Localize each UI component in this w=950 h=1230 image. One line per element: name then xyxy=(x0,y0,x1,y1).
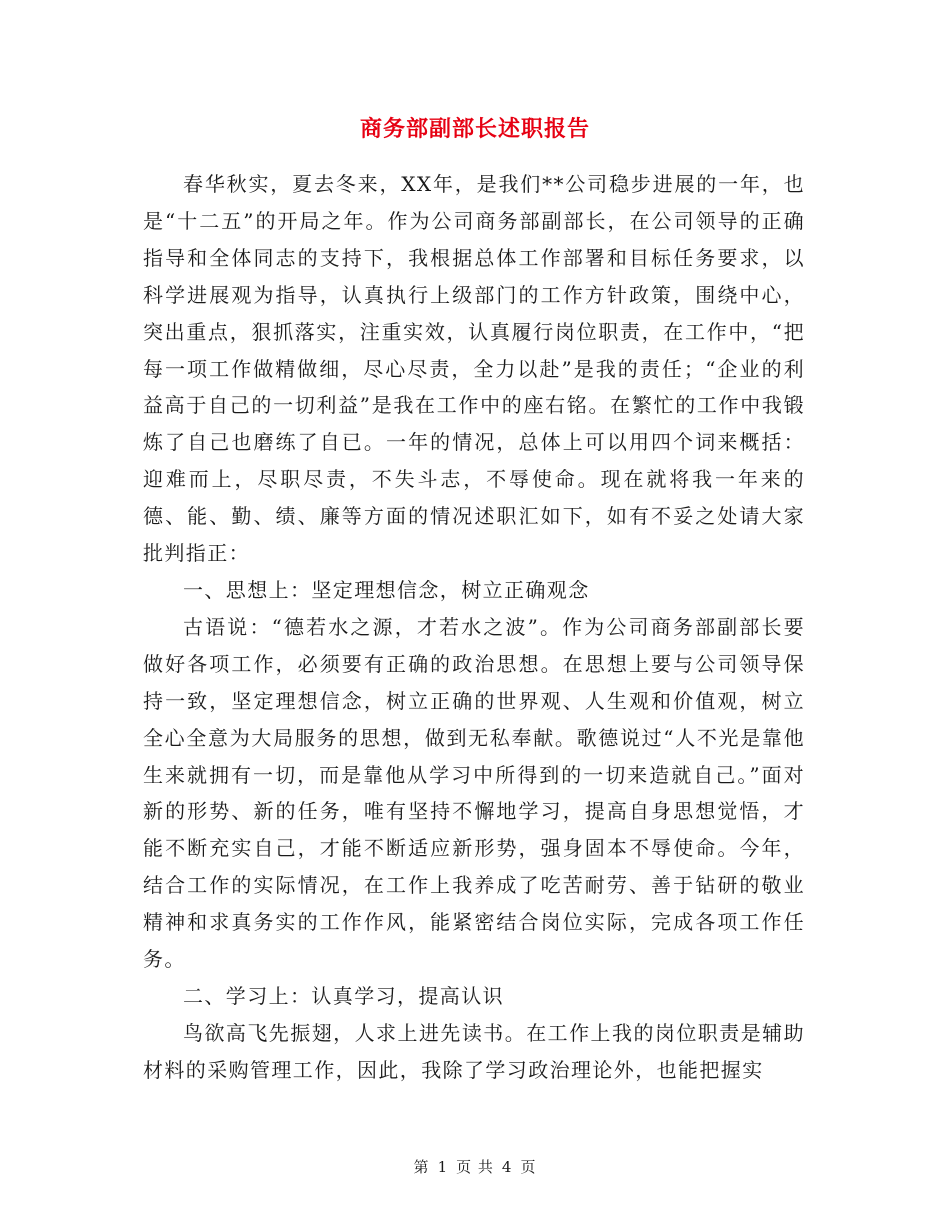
paragraph-study: 鸟欲高飞先振翅，人求上进先读书。在工作上我的岗位职责是辅助材料的采购管理工作，因此，我除了学习政治理论外，也能把握实 xyxy=(143,1020,805,1082)
section-heading-study: 二、学习上：认真学习，提高认识 xyxy=(183,983,504,1008)
document-body xyxy=(143,166,805,1089)
footer-suffix: 页 xyxy=(520,1158,537,1176)
footer-total-pages: 4 xyxy=(501,1158,513,1176)
footer-prefix: 第 xyxy=(413,1158,430,1176)
footer-page-number: 1 xyxy=(437,1158,449,1176)
footer-middle: 页 共 xyxy=(456,1158,494,1176)
page-footer xyxy=(0,1156,950,1177)
document-title: 商务部副部长述职报告 xyxy=(359,117,590,142)
section-heading-ideology: 一、思想上：坚定理想信念，树立正确观念 xyxy=(183,577,590,602)
paragraph-ideology: 古语说：“德若水之源，才若水之波”。作为公司商务部副部长要做好各项工作，必须要有正确的政治思想。在思想上要与公司领导保持一致，坚定理想信念，树立正确的世界观、人生观和价值观，树立全心全意为大局服务的思想，做到无私奉献。歌德说过“人不光是靠他生来就拥有一切，而是靠他从学习中所得到的一切来造就自己。”面对新的形势、新的任务，唯有坚持不懈地学习，提高自身思想觉悟，才能不断充实自己，才能不断适应新形势，强身固本不辱使命。今年，结合工作的实际情况，在工作上我养成了吃苦耐劳、善于钻研的敬业精神和求真务实的工作作风，能紧密结合岗位实际，完成各项工作任务。 xyxy=(143,614,805,972)
paragraph-intro: 春华秋实，夏去冬来，XX年，是我们**公司稳步进展的一年，也是“十二五”的开局之年。作为公司商务部副部长，在公司领导的正确指导和全体同志的支持下，我根据总体工作部署和目标任务要求，以科学进展观为指导，认真执行上级部门的工作方针政策，围绕中心，突出重点，狠抓落实，注重实效，认真履行岗位职责，在工作中，“把每一项工作做精做细，尽心尽责，全力以赴”是我的责任；“企业的利益高于自己的一切利益”是我在工作中的座右铭。在繁忙的工作中我锻炼了自己也磨练了自已。一年的情况，总体上可以用四个词来概括：迎难而上，尽职尽责，不失斗志，不辱使命。现在就将我一年来的德、能、勤、绩、廉等方面的情况述职汇如下，如有不妥之处请大家批判指正： xyxy=(143,172,805,566)
